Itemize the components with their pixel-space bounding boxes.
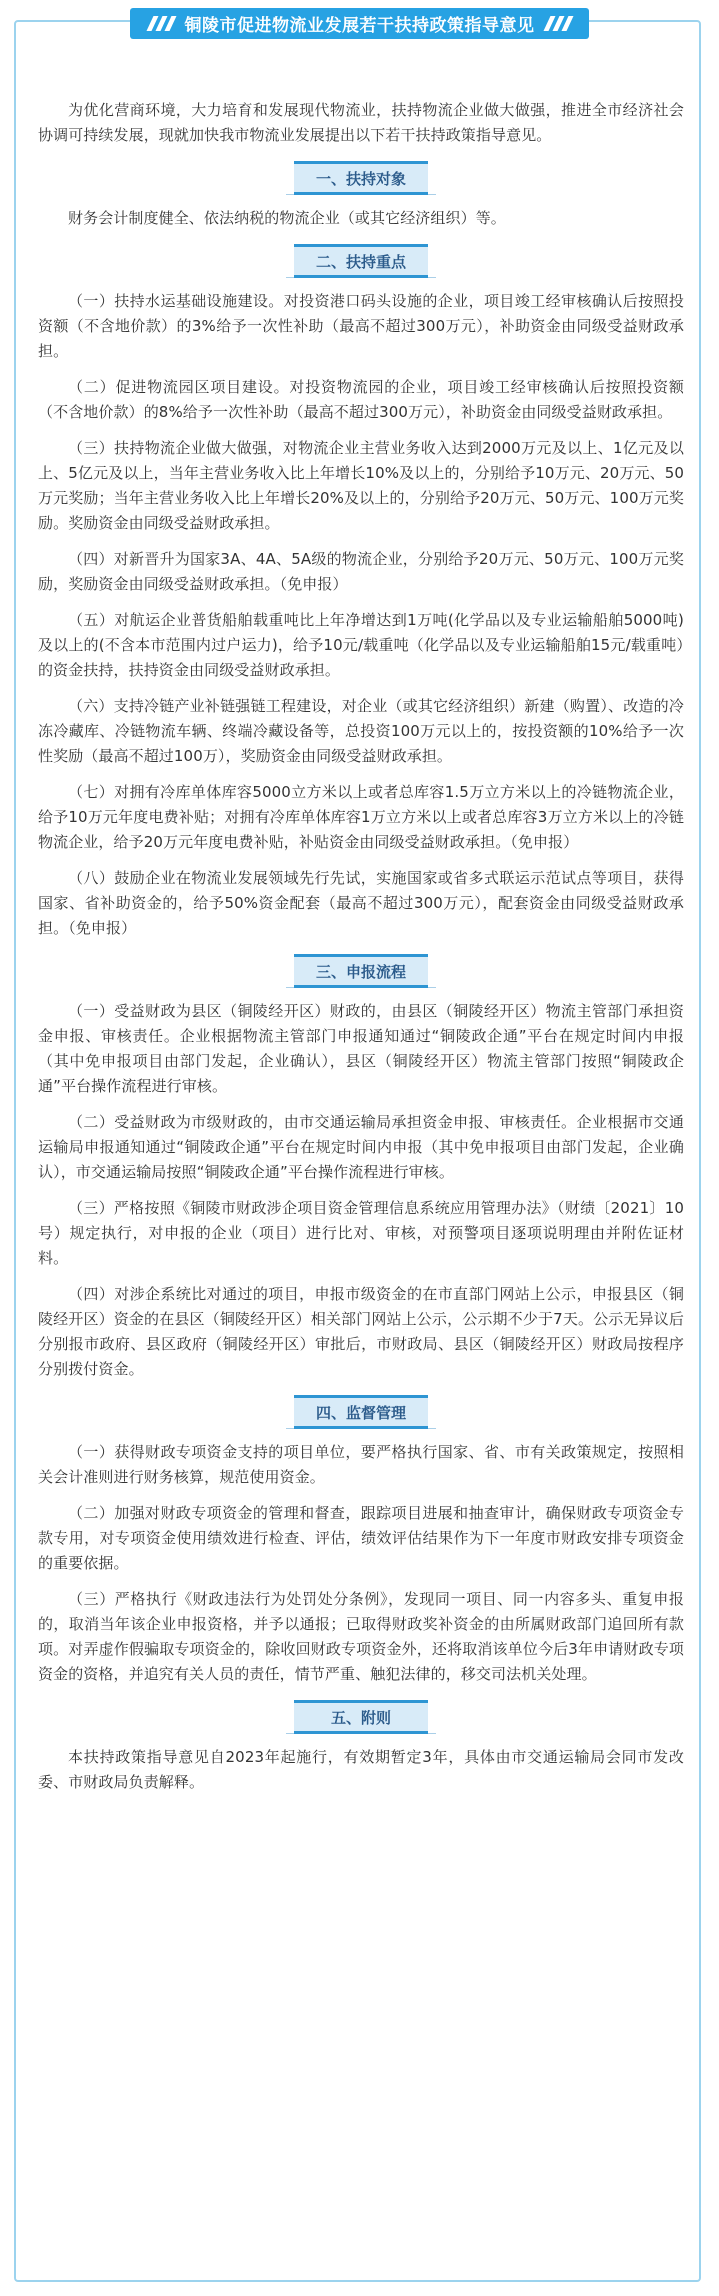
section-paragraph: （六）支持冷链产业补链强链工程建设，对企业（或其它经济组织）新建（购置）、改造的冷冻冷藏库、冷链物流车辆、终端冷藏设备等，总投资100万元以上的，按投资额的10%给予一次性奖励（最高不超过100万），奖励资金由同级受益财政承担。 [38, 697, 684, 765]
intro-paragraph: 为优化营商环境，大力培育和发展现代物流业，扶持物流企业做大做强，推进全市经济社会协调可持续发展，现就加快我市物流业发展提出以下若干扶持政策指导意见。 [38, 101, 684, 144]
section-heading: 二、扶持重点 [294, 244, 428, 275]
page-title: 铜陵市促进物流业发展若干扶持政策指导意见 [184, 16, 535, 36]
section-paragraph: （七）对拥有冷库单体库容5000立方米以上或者总库容1.5万立方米以上的冷链物流企业，给予10万元年度电费补贴；对拥有冷库单体库容1万立方米以上或者总库容3万立方米以上的冷链物流企业，给予20万元年度电费补贴，补贴资金由同级受益财政承担。（免申报） [38, 783, 684, 851]
section-paragraph: 本扶持政策指导意见自2023年起施行，有效期暂定3年，具体由市交通运输局会同市发改委、市财政局负责解释。 [38, 1748, 684, 1791]
section-paragraph: （二）受益财政为市级财政的，由市交通运输局承担资金申报、审核责任。企业根据市交通运输局申报通知通过“铜陵政企通”平台在规定时间内申报（其中免申报项目由部门发起，企业确认），市交通运输局按照“铜陵政企通”平台操作流程进行审核。 [38, 1113, 684, 1181]
section-paragraph: （二）促进物流园区项目建设。对投资物流园的企业，项目竣工经审核确认后按照投资额（不含地价款）的8%给予一次性补助（最高不超过300万元），补助资金由同级受益财政承担。 [38, 378, 684, 421]
section-paragraph: （一）受益财政为县区（铜陵经开区）财政的，由县区（铜陵经开区）物流主管部门承担资金申报、审核责任。企业根据物流主管部门申报通知通过“铜陵政企通”平台在规定时间内申报（其中免申报项目由部门发起，企业确认），县区（铜陵经开区）物流主管部门按照“铜陵政企通”平台操作流程进行审核。 [38, 1002, 684, 1095]
section-heading-wrap [38, 1700, 684, 1731]
document-body [38, 98, 684, 1806]
section-heading: 三、申报流程 [294, 954, 428, 985]
title-banner [130, 8, 589, 39]
right-stripes-decoration [547, 16, 570, 31]
section-paragraph: （四）对涉企系统比对通过的项目，申报市级资金的在市直部门网站上公示，申报县区（铜陵经开区）资金的在县区（铜陵经开区）相关部门网站上公示，公示期不少于7天。公示无异议后分别报市政府、县区政府（铜陵经开区）审批后，市财政局、县区（铜陵经开区）财政局按程序分别拨付资金。 [38, 1285, 684, 1378]
section-paragraph: （一）获得财政专项资金支持的项目单位，要严格执行国家、省、市有关政策规定，按照相关会计准则进行财务核算，规范使用资金。 [38, 1443, 684, 1486]
section-heading: 五、附则 [294, 1700, 428, 1731]
section-heading: 一、扶持对象 [294, 161, 428, 192]
left-stripes-decoration [150, 16, 173, 31]
section-paragraph: （八）鼓励企业在物流业发展领域先行先试，实施国家或省多式联运示范试点等项目，获得国家、省补助资金的，给予50%资金配套（最高不超过300万元），配套资金由同级受益财政承担。（免申报） [38, 869, 684, 937]
section-heading-wrap [38, 161, 684, 192]
section-paragraph: 财务会计制度健全、依法纳税的物流企业（或其它经济组织）等。 [68, 209, 506, 227]
section-paragraph: （四）对新晋升为国家3A、4A、5A级的物流企业，分别给予20万元、50万元、100万元奖励，奖励资金由同级受益财政承担。（免申报） [38, 550, 684, 593]
section-heading: 四、监督管理 [294, 1395, 428, 1426]
section-heading-wrap [38, 1395, 684, 1426]
section-paragraph: （五）对航运企业普货船舶载重吨比上年净增达到1万吨(化学品以及专业运输船舶5000吨)及以上的(不含本市范围内过户运力)，给予10元/载重吨（化学品以及专业运输船舶15元/载重吨）的资金扶持，扶持资金由同级受益财政承担。 [38, 611, 684, 679]
section-paragraph: （三）严格按照《铜陵市财政涉企项目资金管理信息系统应用管理办法》（财绩〔2021〕10号）规定执行，对申报的企业（项目）进行比对、审核，对预警项目逐项说明理由并附佐证材料。 [38, 1199, 684, 1267]
section-paragraph: （一）扶持水运基础设施建设。对投资港口码头设施的企业，项目竣工经审核确认后按照投资额（不含地价款）的3%给予一次性补助（最高不超过300万元），补助资金由同级受益财政承担。 [38, 292, 684, 360]
section-heading-wrap [38, 244, 684, 275]
section-paragraph: （二）加强对财政专项资金的管理和督查，跟踪项目进展和抽查审计，确保财政专项资金专款专用，对专项资金使用绩效进行检查、评估，绩效评估结果作为下一年度市财政安排专项资金的重要依据。 [38, 1504, 684, 1572]
section-paragraph: （三）扶持物流企业做大做强，对物流企业主营业务收入达到2000万元及以上、1亿元及以上、5亿元及以上，当年主营业务收入比上年增长10%及以上的，分别给予10万元、20万元、50万元奖励；当年主营业务收入比上年增长20%及以上的，分别给予20万元、50万元、100万元奖励。奖励资金由同级受益财政承担。 [38, 439, 684, 532]
section-paragraph: （三）严格执行《财政违法行为处罚处分条例》，发现同一项目、同一内容多头、重复申报的，取消当年该企业申报资格，并予以通报；已取得财政奖补资金的由所属财政部门追回所有款项。对弄虚作假骗取专项资金的，除收回财政专项资金外，还将取消该单位今后3年申请财政专项资金的资格，并追究有关人员的责任，情节严重、触犯法律的，移交司法机关处理。 [38, 1590, 684, 1683]
section-heading-wrap [38, 954, 684, 985]
